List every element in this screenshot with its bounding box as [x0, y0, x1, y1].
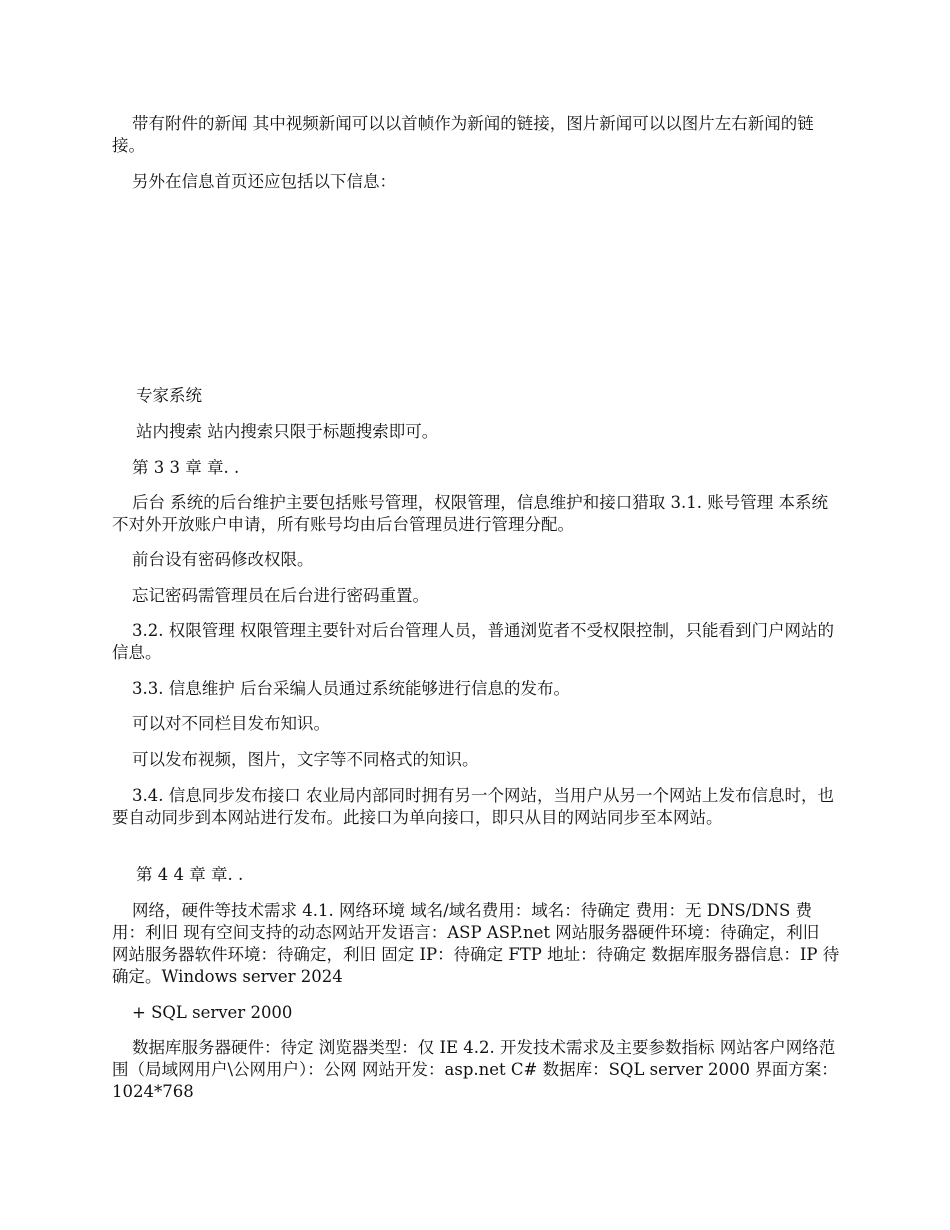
paragraph-password-reset: 忘记密码需管理员在后台进行密码重置。	[132, 586, 429, 605]
chapter-4-heading: 第 4 4 章 章. .	[136, 865, 244, 884]
paragraph-attached-news: 带有附件的新闻 其中视频新闻可以以首帧作为新闻的链接，图片新闻可以以图片左右新闻的链接。	[112, 114, 814, 155]
paragraph-permission-management: 3.2. 权限管理 权限管理主要针对后台管理人员，普通浏览者不受权限控制，只能看到门户网站的信息。	[112, 621, 834, 662]
paragraph-site-search: 站内搜索 站内搜索只限于标题搜索即可。	[136, 422, 439, 441]
paragraph-network-requirements: 网络，硬件等技术需求 4.1. 网络环境 域名/域名费用：域名：待确定 费用：无 DNS/DNS 费用：利旧 现有空间支持的动态网站开发语言：ASP ASP.net 网站服务器硬件环境：待确定，利旧 网站服务器软件环境：待确定，利旧 固定 IP：待确定 FTP 地址：待确定 数据库服务器信息：IP 待确定。Windows server 2024	[112, 901, 840, 986]
paragraph-expert-system: 专家系统	[136, 386, 202, 405]
paragraph-info-maintenance: 3.3. 信息维护 后台采编人员通过系统能够进行信息的发布。	[132, 679, 570, 698]
paragraph-publish-formats: 可以发布视频，图片，文字等不同格式的知识。	[132, 750, 479, 769]
paragraph-publish-columns: 可以对不同栏目发布知识。	[132, 714, 330, 733]
paragraph-db-hardware: 数据库服务器硬件：待定 浏览器类型：仅 IE 4.2. 开发技术需求及主要参数指标 网站客户网络范围（局域网用户\公网用户）：公网 网站开发：asp.net C# 数据库：SQL server 2000 界面方案：1024*768	[112, 1038, 838, 1101]
paragraph-sync-interface: 3.4. 信息同步发布接口 农业局内部同时拥有另一个网站，当用户从另一个网站上发布信息时，也要自动同步到本网站进行发布。此接口为单向接口，即只从目的网站同步至本网站。	[112, 786, 834, 827]
paragraph-sql-server: + SQL server 2000	[132, 1003, 293, 1022]
paragraph-backend: 后台 系统的后台维护主要包括账号管理，权限管理，信息维护和接口猎取 3.1. 账号管理 本系统不对外开放账户申请，所有账号均由后台管理员进行管理分配。	[112, 493, 828, 534]
chapter-3-heading: 第 3 3 章 章. .	[132, 458, 240, 477]
paragraph-homepage-info: 另外在信息首页还应包括以下信息：	[132, 172, 396, 191]
paragraph-password-change: 前台设有密码修改权限。	[132, 550, 314, 569]
